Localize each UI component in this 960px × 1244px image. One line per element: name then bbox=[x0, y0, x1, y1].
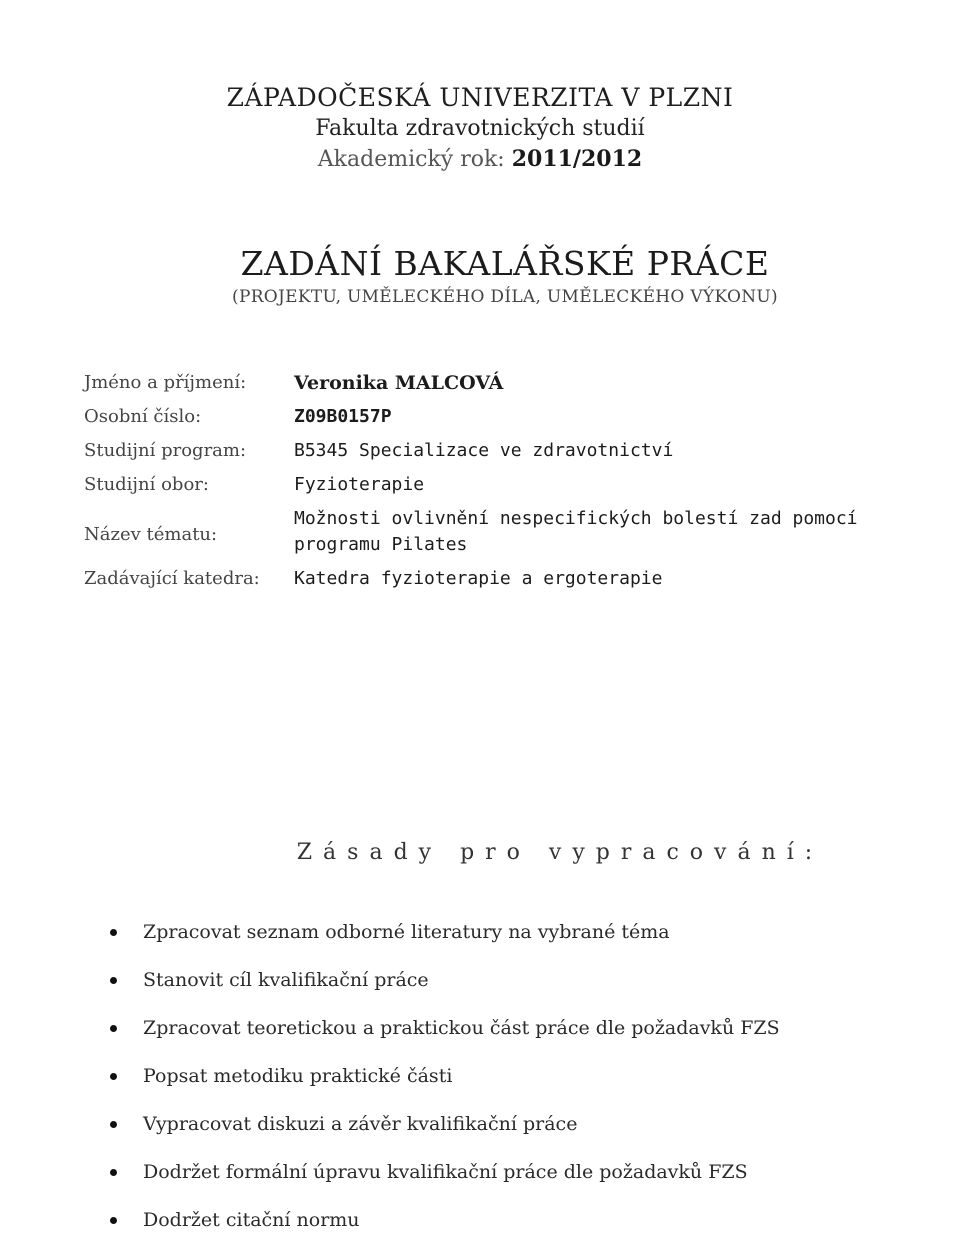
field-value: Z09B0157P bbox=[294, 406, 392, 427]
academic-year-label: Akademický rok: bbox=[317, 147, 505, 172]
document-subtitle: (PROJEKTU, UMĚLECKÉHO DÍLA, UMĚLECKÉHO VÝKONU) bbox=[232, 287, 778, 307]
list-item-text: Dodržet formální úpravu kvalifikační práce dle požadavků FZS bbox=[143, 1161, 748, 1183]
list-item-text: Stanovit cíl kvalifikační práce bbox=[143, 969, 429, 991]
field-value: Možnosti ovlivnění nespecifických bolestí zad pomocí programu Pilates bbox=[294, 508, 858, 555]
principles-list bbox=[110, 908, 950, 1244]
title-block bbox=[0, 244, 960, 310]
university-name: ZÁPADOČESKÁ UNIVERZITA V PLZNI bbox=[226, 83, 734, 112]
field-row-department bbox=[84, 562, 960, 596]
field-label: Osobní číslo: bbox=[84, 406, 202, 427]
list-item-text: Dodržet citační normu bbox=[143, 1209, 360, 1231]
bullet-icon bbox=[110, 1217, 117, 1224]
list-item bbox=[110, 1100, 950, 1148]
field-label: Studijní program: bbox=[84, 440, 247, 461]
field-value: Veronika MALCOVÁ bbox=[294, 372, 504, 394]
list-item-text: Zpracovat seznam odborné literatury na vybrané téma bbox=[143, 921, 670, 943]
bullet-icon bbox=[110, 1121, 117, 1128]
field-label: Název tématu: bbox=[84, 524, 218, 545]
field-row-topic bbox=[84, 502, 960, 562]
field-value: Katedra fyzioterapie a ergoterapie bbox=[294, 568, 663, 589]
field-value: Fyzioterapie bbox=[294, 474, 425, 495]
list-item-text: Zpracovat teoretickou a praktickou část práce dle požadavků FZS bbox=[143, 1017, 780, 1039]
field-label: Zadávající katedra: bbox=[84, 568, 260, 589]
field-value: B5345 Specializace ve zdravotnictví bbox=[294, 440, 674, 461]
bullet-icon bbox=[110, 977, 117, 984]
academic-year bbox=[0, 144, 960, 175]
field-label: Jméno a příjmení: bbox=[84, 372, 247, 393]
bullet-icon bbox=[110, 1025, 117, 1032]
list-item bbox=[110, 1004, 950, 1052]
list-item bbox=[110, 908, 950, 956]
list-item bbox=[110, 1052, 950, 1100]
list-item bbox=[110, 1148, 950, 1196]
field-row-field-of-study bbox=[84, 468, 960, 502]
list-item-text: Popsat metodiku praktické části bbox=[143, 1065, 453, 1087]
student-info bbox=[84, 366, 960, 596]
list-item bbox=[110, 956, 950, 1004]
principles-heading-wrap bbox=[0, 840, 960, 865]
field-row-program bbox=[84, 434, 960, 468]
document-title: ZADÁNÍ BAKALÁŘSKÉ PRÁCE bbox=[240, 244, 770, 283]
list-item bbox=[110, 1196, 950, 1244]
principles-heading: Zásady pro vypracování: bbox=[296, 840, 824, 865]
field-row-name bbox=[84, 366, 960, 400]
field-row-personal-number bbox=[84, 400, 960, 434]
header bbox=[0, 82, 960, 175]
academic-year-value: 2011/2012 bbox=[511, 146, 643, 172]
bullet-icon bbox=[110, 929, 117, 936]
list-item-text: Vypracovat diskuzi a závěr kvalifikační práce bbox=[143, 1113, 578, 1135]
faculty-name: Fakulta zdravotnických studií bbox=[315, 116, 645, 141]
field-label: Studijní obor: bbox=[84, 474, 209, 495]
bullet-icon bbox=[110, 1169, 117, 1176]
bullet-icon bbox=[110, 1073, 117, 1080]
